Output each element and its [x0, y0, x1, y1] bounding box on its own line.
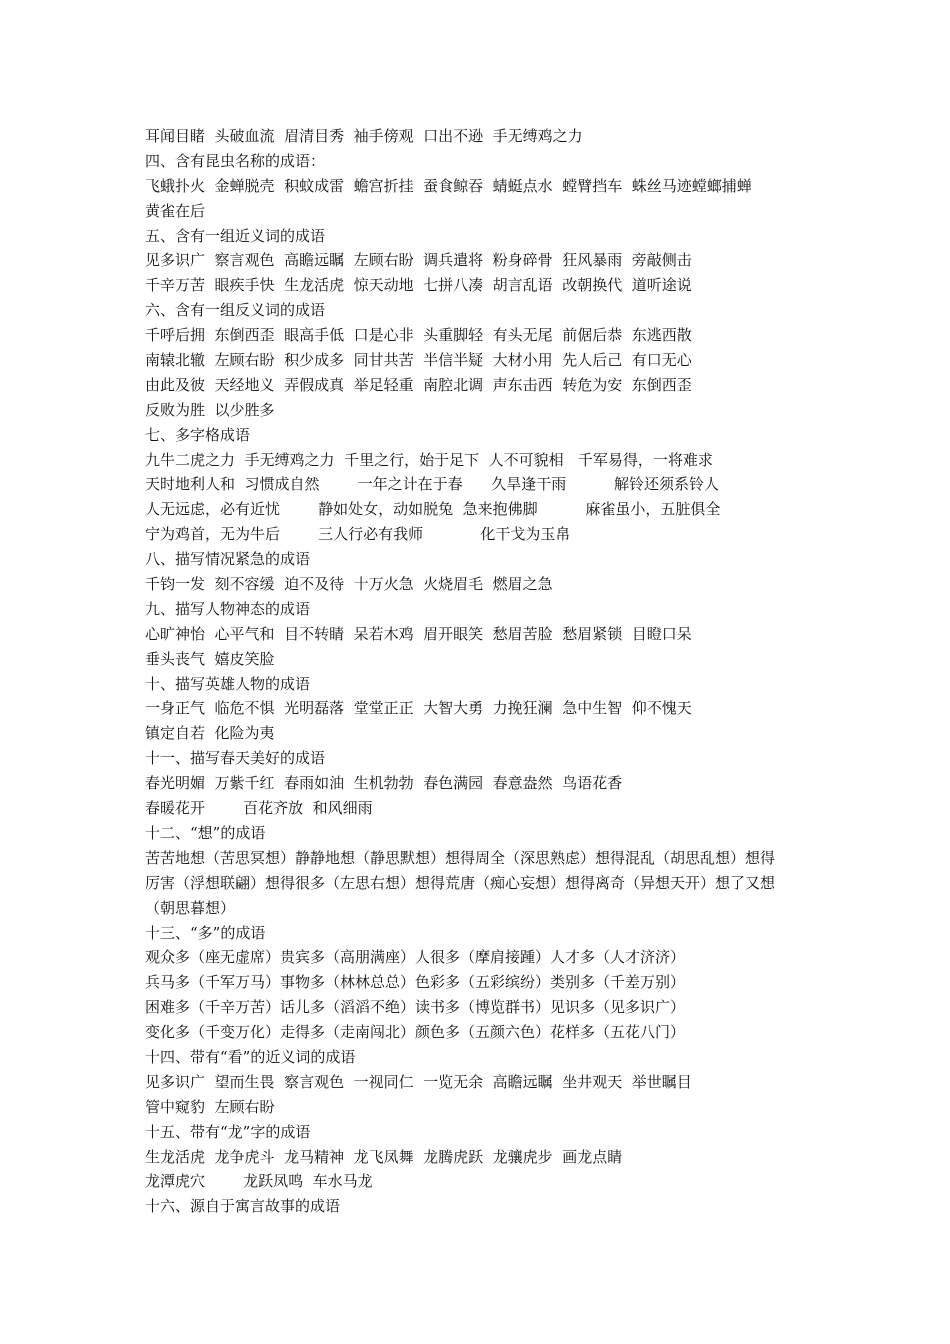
text-line: 天时地利人和 习惯成自然 一年之计在于春 久旱逢干雨 解铃还须系铃人: [145, 475, 719, 494]
text-line: 十六、源自于寓言故事的成语: [145, 1197, 341, 1216]
text-line: 由此及彼 天经地义 弄假成真 举足轻重 南腔北调 声东击西 转危为安 东倒西歪: [145, 375, 692, 394]
text-line: 十四、带有“看”的近义词的成语: [145, 1047, 356, 1066]
text-line: 南辕北辙 左顾右盼 积少成多 同甘共苦 半信半疑 大材小用 先人后己 有口无心: [145, 351, 692, 370]
text-line: 观众多（座无虚席）贵宾多（高朋满座）人很多（摩肩接踵）人才多（人才济济）: [145, 948, 686, 967]
text-line: 见多识广 察言观色 高瞻远瞩 左顾右盼 调兵遣将 粉身碎骨 狂风暴雨 旁敲侧击: [145, 251, 692, 270]
text-line: 宁为鸡首，无为牛后 三人行必有我师 化干戈为玉帛: [145, 525, 571, 544]
text-line: 千辛万苦 眼疾手快 生龙活虎 惊天动地 七拼八凑 胡言乱语 改朝换代 道听途说: [145, 276, 692, 295]
text-line: 七、多字格成语: [145, 425, 251, 444]
text-line: 五、含有一组近义词的成语: [145, 226, 326, 245]
text-line: 兵马多（千军万马）事物多（林林总总）色彩多（五彩缤纷）类别多（千差万别）: [145, 973, 686, 992]
text-line: 六、含有一组反义词的成语: [145, 301, 326, 320]
text-line: 垂头丧气 嬉皮笑脸: [145, 649, 275, 668]
text-line: 龙潭虎穴 龙跃凤鸣 车水马龙: [145, 1172, 373, 1191]
text-line: 一身正气 临危不惧 光明磊落 堂堂正正 大智大勇 力挽狂澜 急中生智 仰不愧天: [145, 699, 692, 718]
text-line: 黄雀在后: [145, 201, 206, 220]
text-line: 九牛二虎之力 手无缚鸡之力 千里之行，始于足下 人不可貌相 千军易得，一将难求: [145, 450, 713, 469]
text-line: 困难多（千辛万苦）话儿多（滔滔不绝）读书多（博览群书）见识多（见多识广）: [145, 998, 686, 1017]
text-line: 千呼后拥 东倒西歪 眼高手低 口是心非 头重脚轻 有头无尾 前倨后恭 东逃西散: [145, 326, 692, 345]
text-line: 耳闻目睹 头破血流 眉清目秀 袖手傍观 口出不逊 手无缚鸡之力: [145, 127, 583, 145]
text-line: 反败为胜 以少胜多: [145, 400, 275, 419]
text-line: 飞蛾扑火 金蝉脱壳 积蚊成雷 蟾宫折挂 蚕食鲸吞 蜻蜓点水 螳臂挡车 蛛丝马迹螳螂捕蝉: [145, 176, 752, 195]
document-body: [145, 124, 835, 1219]
text-line: 镇定自若 化险为夷: [145, 724, 275, 743]
text-line: （朝思暮想）: [145, 898, 236, 917]
text-line: 变化多（千变万化）走得多（走南闯北）颜色多（五颜六色）花样多（五花八门）: [145, 1023, 686, 1042]
text-line: 十五、带有“龙”字的成语: [145, 1122, 311, 1141]
text-line: 十二、“想”的成语: [145, 823, 266, 842]
text-line: 八、描写情况紧急的成语: [145, 550, 311, 569]
text-line: 厉害（浮想联翩）想得很多（左思右想）想得荒唐（痴心妄想）想得离奇（异想天开）想了又想: [145, 873, 776, 892]
text-line: 人无远虑，必有近忧 静如处女，动如脱兔 急来抱佛脚 麻雀虽小，五脏俱全: [145, 500, 721, 519]
text-line: 十三、“多”的成语: [145, 923, 266, 942]
text-line: 千钧一发 刻不容缓 迫不及待 十万火急 火烧眉毛 燃眉之急: [145, 575, 553, 594]
text-line: 十一、描写春天美好的成语: [145, 749, 326, 768]
text-line: 苦苦地想（苦思冥想）静静地想（静思默想）想得周全（深思熟虑）想得混乱（胡思乱想）想得: [145, 848, 776, 867]
text-line: 管中窥豹 左顾右盼: [145, 1097, 275, 1116]
text-line: 春光明媚 万紫千红 春雨如油 生机勃勃 春色满园 春意盎然 鸟语花香: [145, 774, 623, 793]
text-line: 十、描写英雄人物的成语: [145, 674, 311, 693]
text-line: 生龙活虎 龙争虎斗 龙马精神 龙飞凤舞 龙腾虎跃 龙骧虎步 画龙点睛: [145, 1147, 623, 1166]
text-line: 春暖花开 百花齐放 和风细雨: [145, 799, 373, 818]
text-line: 四、含有昆虫名称的成语：: [145, 151, 326, 170]
text-line: 九、描写人物神态的成语: [145, 599, 311, 618]
text-line: 心旷神怡 心平气和 目不转睛 呆若木鸡 眉开眼笑 愁眉苦脸 愁眉紧锁 目瞪口呆: [145, 624, 692, 643]
text-line: 见多识广 望而生畏 察言观色 一视同仁 一览无余 高瞻远瞩 坐井观天 举世瞩目: [145, 1072, 692, 1091]
